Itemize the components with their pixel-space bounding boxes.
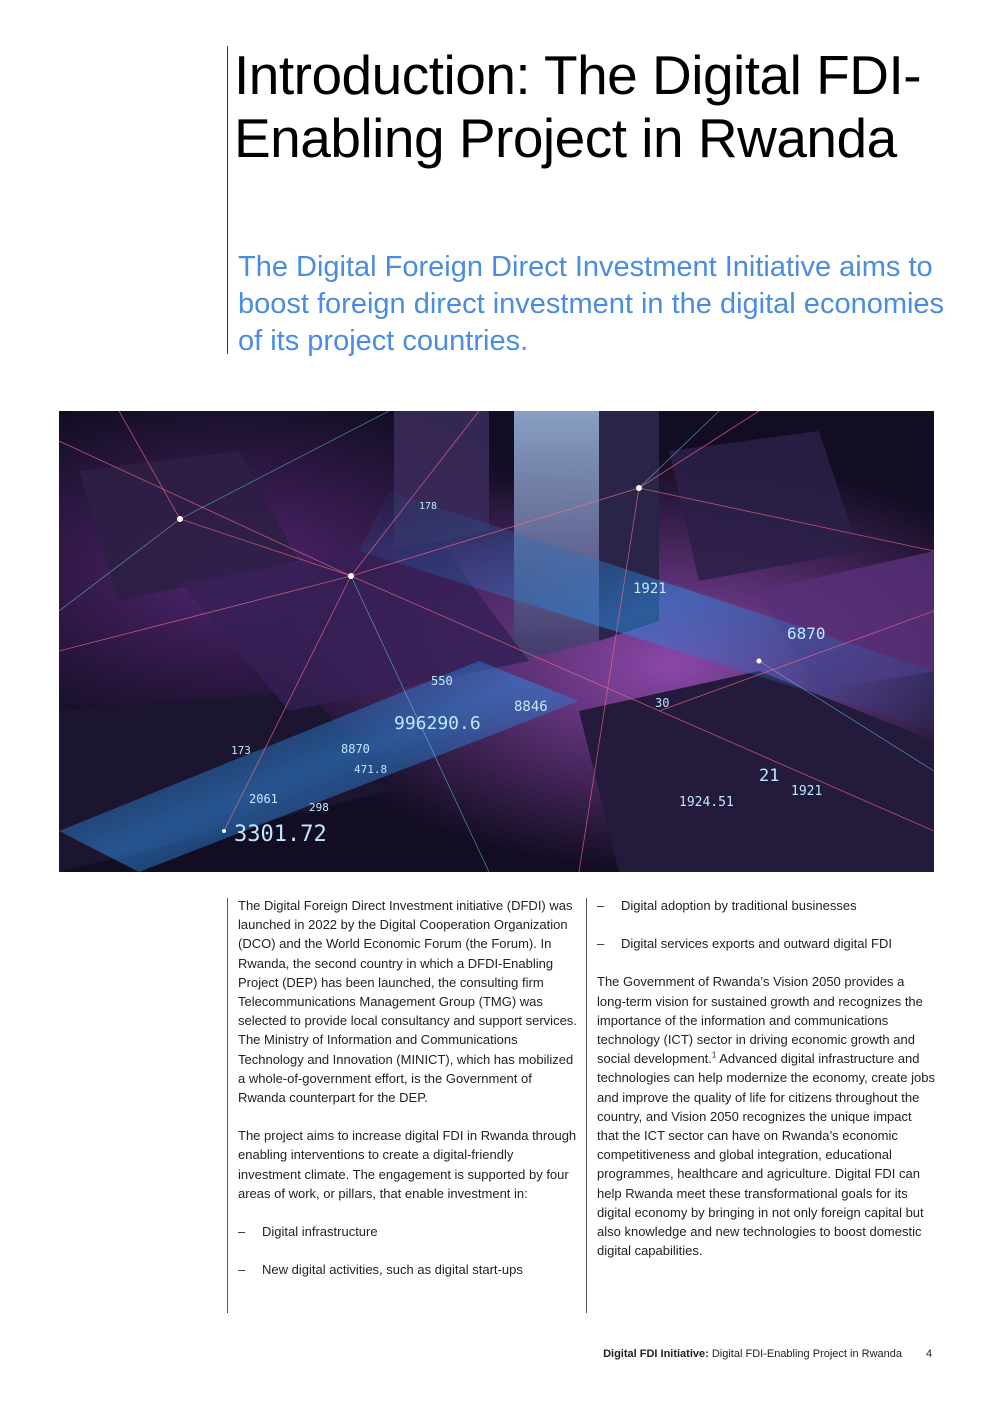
list-item-text: New digital activities, such as digital start-ups xyxy=(262,1262,523,1278)
readout: 1921 xyxy=(791,784,823,799)
left-column xyxy=(238,896,578,1298)
vision-text-continued: Advanced digital infrastructure and technologies can help modernize the economy, create jobs and improve the quality of life for citizens throughout the country, and Vision 2050 recognizes the unique impact that the ICT sector can have on Rwanda’s economic competitiveness and global integration, educational programmes, healthcare and agriculture. Digital FDI can help Rwanda meet these transformational goals for its digital economy by bringing in not only foreign capital but also knowledge and new technologies to boost domestic digital capabilities. xyxy=(597,1051,935,1259)
list-item xyxy=(238,1222,578,1241)
readout: 178 xyxy=(419,501,438,512)
vision-paragraph xyxy=(597,972,935,1260)
right-column-rule xyxy=(586,898,587,1313)
readout: 8846 xyxy=(514,699,548,715)
readout: 1921 xyxy=(633,581,667,597)
list-item xyxy=(597,896,935,915)
readout: 30 xyxy=(655,696,670,710)
footer-publication: Digital FDI Initiative: xyxy=(603,1348,709,1360)
list-item xyxy=(597,934,935,953)
readout: 8870 xyxy=(341,742,370,756)
page-footer xyxy=(560,1347,902,1361)
list-item xyxy=(238,1260,578,1279)
footer-title: Digital FDI-Enabling Project in Rwanda xyxy=(708,1348,902,1360)
readout: 298 xyxy=(309,801,329,814)
page-subtitle: The Digital Foreign Direct Investment Initiative aims to boost foreign direct investment in the digital economies of its project countries. xyxy=(238,251,945,357)
intro-paragraph: The Digital Foreign Direct Investment initiative (DFDI) was launched in 2022 by the Digital Cooperation Organization (DCO) and the World Economic Forum (the Forum). In Rwanda, the second country in which a DFDI-Enabling Project (DEP) has been launched, the consulting firm Telecommunications Management Group (TMG) was selected to provide local consultancy and support services. The Ministry of Information and Communications Technology and Innovation (MINICT), which has mobilized a whole-of-government effort, is the Government of Rwanda counterpart for the DEP. xyxy=(238,898,577,1106)
list-item-text: Digital infrastructure xyxy=(262,1224,378,1240)
readout: 6870 xyxy=(787,624,826,643)
hero-image xyxy=(59,411,934,872)
bullet-dash: – xyxy=(597,936,605,952)
page-title: Introduction: The Digital FDI-Enabling Project in Rwanda xyxy=(234,44,922,169)
heading-rule xyxy=(227,46,228,354)
bullet-dash: – xyxy=(238,1224,246,1240)
vision-text: The Government of Rwanda’s Vision 2050 provides a long-term vision for sustained growth and recognizes the importance of the information and communications technology (ICT) sector in driving economic growth and social development. xyxy=(597,974,923,1067)
readout: 173 xyxy=(231,744,251,757)
readout: 996290.6 xyxy=(394,713,481,734)
readout: 2061 xyxy=(249,792,278,806)
pillars-paragraph: The project aims to increase digital FDI in Rwanda through enabling interventions to create a digital-friendly investment climate. The engagement is supported by four areas of work, or pillars, that enable investment in: xyxy=(238,1128,577,1201)
right-column xyxy=(597,896,935,1279)
readout: 471.8 xyxy=(354,763,388,776)
list-item-text: Digital services exports and outward digital FDI xyxy=(621,936,892,952)
page-number: 4 xyxy=(926,1348,933,1360)
readout: 1924.51 xyxy=(679,795,734,810)
bullet-dash: – xyxy=(238,1262,246,1278)
readout: 550 xyxy=(431,674,453,688)
readout: 3301.72 xyxy=(234,822,327,847)
bullet-dash: – xyxy=(597,898,605,913)
footnote-marker[interactable]: 1 xyxy=(711,1050,717,1060)
readout: 21 xyxy=(759,766,780,786)
digital-city-illustration xyxy=(59,411,934,872)
list-item-text: Digital adoption by traditional businesses xyxy=(621,898,857,913)
left-column-rule xyxy=(227,898,228,1313)
